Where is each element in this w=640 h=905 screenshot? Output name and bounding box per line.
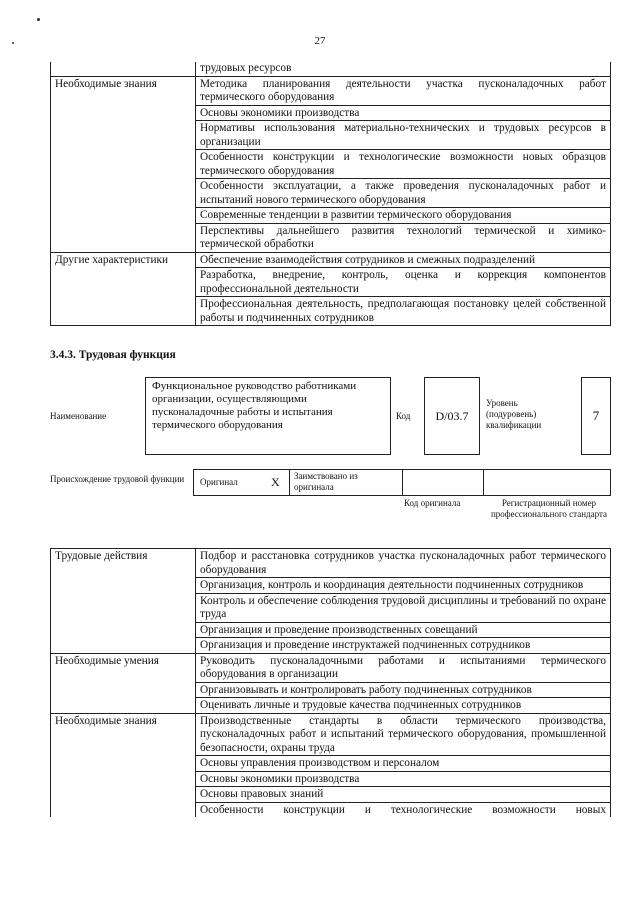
knowledge-table-top [50,62,611,326]
row-label-cell: Другие характеристики [51,252,196,326]
row-text-cell: Производственные стандарты в области термического производства, пусконаладочных работ и испытаний термического оборудования, промышленной безопасности, охраны труда [196,713,611,756]
table-row [51,62,611,76]
row-label-cell [51,62,196,76]
original-label: Оригинал [200,477,238,487]
row-label-cell: Трудовые действия [51,549,196,654]
code-original-caption: Код оригинала [404,498,461,508]
page-number: 27 [314,35,326,47]
row-text-cell: Профессиональная деятельность, предполагающая постановку целей собственной работы и подчиненных сотрудников [196,297,611,326]
row-text-cell: Особенности конструкции и технологические возможности новых [196,802,611,817]
row-text-cell: Особенности эксплуатации, а также проведения пусконаладочных работ и испытаний нового термического оборудования [196,179,611,208]
code-label: Код [396,411,411,421]
table-row [51,252,611,268]
table-row [51,549,611,578]
row-text-cell: Основы управления производством и персоналом [196,756,611,772]
row-text-cell: Обеспечение взаимодействия сотрудников и смежных подразделений [196,252,611,268]
row-text-cell: Перспективы дальнейшего развития технологий термической и химико-термической обработки [196,223,611,252]
scan-mark [37,18,40,21]
divider [402,470,403,495]
origin-box [193,469,611,496]
divider [289,470,290,495]
row-label-cell: Необходимые знания [51,713,196,817]
origin-label: Происхождение трудовой функции [50,474,185,484]
row-text-cell: Контроль и обеспечение соблюдения трудовой дисциплины и требований по охране труда [196,593,611,622]
section-title: 3.4.3. Трудовая функция [50,349,176,361]
row-text-cell: Организация и проведение инструктажей подчиненных сотрудников [196,638,611,654]
row-label-cell: Необходимые знания [51,76,196,252]
row-text-cell: Основы экономики производства [196,105,611,121]
row-text-cell: Руководить пусконаладочными работами и испытаниями термического оборудования в организации [196,653,611,682]
row-text-cell: Методика планирования деятельности участка пусконаладочных работ термического оборудования [196,76,611,105]
row-text-cell: Организация и проведение производственных совещаний [196,622,611,638]
level-value-box: 7 [581,377,611,455]
row-text-cell: Организация, контроль и координация деятельности подчиненных сотрудников [196,578,611,594]
row-text-cell: Современные тенденции в развитии термического оборудования [196,208,611,224]
borrowed-label: Заимствовано из оригинала [294,471,358,492]
row-text-cell: Основы экономики производства [196,771,611,787]
reg-number-caption: Регистрационный номер профессионального стандарта [490,498,608,519]
row-text-cell: Организовывать и контролировать работу подчиненных сотрудников [196,682,611,698]
name-label: Наименование [50,411,107,421]
table-row [51,76,611,105]
divider [483,470,484,495]
function-name-box: Функциональное руководство работниками организации, осуществляющими пусконаладочные работы и испытания термического оборудования [145,377,391,455]
table-row [51,713,611,756]
row-text-cell: Оценивать личные и трудовые качества подчиненных сотрудников [196,698,611,714]
row-text-cell: Нормативы использования материально-технических и трудовых ресурсов в организации [196,121,611,150]
row-text-cell: трудовых ресурсов [196,62,611,76]
row-text-cell: Разработка, внедрение, контроль, оценка и коррекция компонентов профессиональной деятельности [196,268,611,297]
row-text-cell: Особенности конструкции и технологические возможности новых образцов термического оборудования [196,150,611,179]
original-mark: X [271,475,280,489]
row-text-cell: Основы правовых знаний [196,787,611,803]
table-row [51,653,611,682]
row-text-cell: Подбор и расстановка сотрудников участка пусконаладочных работ термического оборудования [196,549,611,578]
row-label-cell: Необходимые умения [51,653,196,713]
level-label: Уровень (подуровень) квалификации [486,398,542,430]
function-code-box: D/03.7 [424,377,480,455]
labor-function-table [50,548,611,817]
